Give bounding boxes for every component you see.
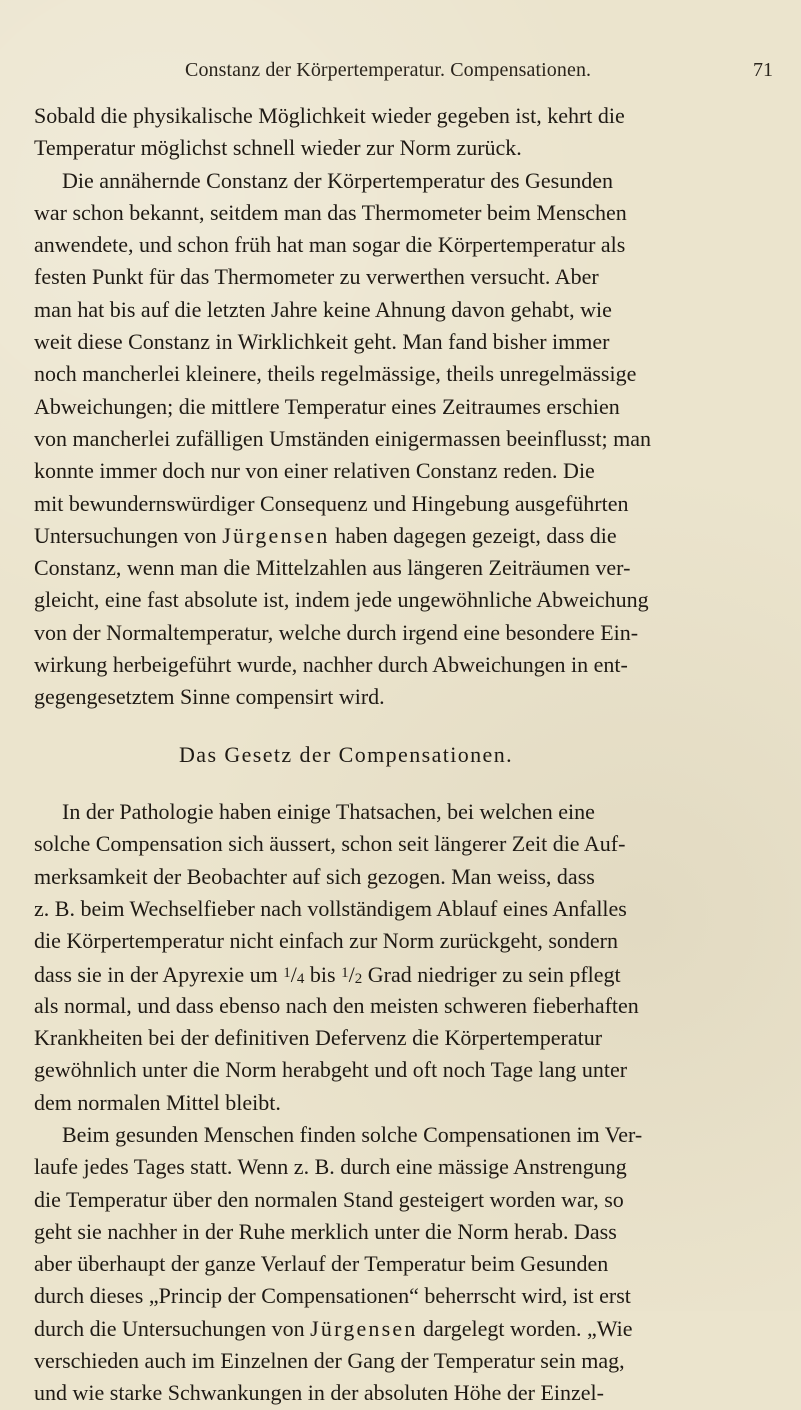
text-line: Temperatur möglichst schnell wieder zur Norm zurück. <box>34 135 522 161</box>
text-line: die Körpertemperatur nicht einfach zur Norm zurückgeht, sondern <box>34 928 618 954</box>
text-line: wirkung herbeigeführt wurde, nachher durch Abweichungen in ent- <box>34 652 628 678</box>
text-line-with-name <box>34 520 770 552</box>
text-line: verschieden auch im Einzelnen der Gang der Temperatur sein mag, <box>34 1347 625 1373</box>
author-name: Jürgensen <box>310 1315 418 1341</box>
text-line: gleicht, eine fast absolute ist, indem jede ungewöhnliche Abweichung <box>34 587 649 613</box>
text-line: Abweichungen; die mittlere Temperatur eines Zeitraumes erschien <box>34 393 620 419</box>
running-header <box>185 58 773 82</box>
text-line: und wie starke Schwankungen in der absoluten Höhe der Einzel- <box>34 1380 604 1406</box>
text-line: konnte immer doch nur von einer relativen Constanz reden. Die <box>34 458 595 484</box>
text-line: Constanz, wenn man die Mittelzahlen aus längeren Zeiträumen ver- <box>34 555 631 581</box>
text-line: festen Punkt für das Thermometer zu verwerthen versucht. Aber <box>34 264 599 290</box>
text-line: Sobald die physikalische Möglichkeit wieder gegeben ist, kehrt die <box>34 103 625 128</box>
text-line: von mancherlei zufälligen Umständen einigermassen beeinflusst; man <box>34 425 652 451</box>
text-segment: bis <box>304 962 342 988</box>
text-line: aber überhaupt der ganze Verlauf der Temperatur beim Gesunden <box>34 1251 609 1277</box>
text-segment: Untersuchungen von <box>34 522 223 548</box>
fraction-numerator: 1 <box>341 965 349 982</box>
text-line: geht sie nachher in der Ruhe merklich unter die Norm herab. Dass <box>34 1218 617 1244</box>
text-segment: haben dagegen gezeigt, dass die <box>329 522 617 548</box>
section-heading: Das Gesetz der Compensationen. <box>179 741 514 767</box>
fraction-numerator: 1 <box>283 965 291 982</box>
text-segment: durch die Untersuchungen von <box>34 1315 311 1341</box>
text-line: weit diese Constanz in Wirklichkeit geht. Man fand bisher immer <box>34 329 610 355</box>
text-line: war schon bekannt, seitdem man das Thermometer beim Menschen <box>34 199 627 225</box>
paragraph-start-line: Die annähernde Constanz der Körpertemperatur des Gesunden <box>62 167 614 193</box>
text-line: merksamkeit der Beobachter auf sich gezogen. Man weiss, dass <box>34 863 595 889</box>
text-line: Krankheiten bei der definitiven Defervenz die Körpertemperatur <box>34 1025 603 1051</box>
text-line: die Temperatur über den normalen Stand gesteigert worden war, so <box>34 1186 624 1212</box>
section-spacing <box>34 771 770 796</box>
text-line: dem normalen Mittel bleibt. <box>34 1089 281 1115</box>
text-line: solche Compensation sich äussert, schon seit längerer Zeit die Auf- <box>34 831 626 857</box>
text-line-with-fractions: dass sie in der Apyrexie um $^1$/4 bis $^1$/2 Grad niedriger zu sein pflegt <box>34 962 621 988</box>
text-line: man hat bis auf die letzten Jahre keine Ahnung davon gehabt, wie <box>34 296 612 322</box>
text-segment: dargelegt worden. „Wie <box>417 1315 633 1341</box>
running-title: Constanz der Körpertemperatur. Compensationen. <box>185 59 592 81</box>
text-line: laufe jedes Tages statt. Wenn z. B. durch eine mässige Anstrengung <box>34 1154 627 1180</box>
text-segment: Grad niedriger zu sein pflegt <box>362 962 621 988</box>
fraction-denominator: 2 <box>354 971 363 988</box>
text-line: anwendete, und schon früh hat man sogar die Körpertemperatur als <box>34 232 626 258</box>
paragraph-start-line: In der Pathologie haben einige Thatsachen, bei welchen eine <box>62 798 595 824</box>
text-line-with-name <box>34 1313 770 1345</box>
page-number: 71 <box>753 59 773 81</box>
text-line: mit bewundernswürdiger Consequenz und Hingebung ausgeführten <box>34 490 629 516</box>
author-name: Jürgensen <box>222 522 330 548</box>
text-line: z. B. beim Wechselfieber nach vollständigem Ablauf eines Anfalles <box>34 895 627 921</box>
paragraph-start-line: Beim gesunden Menschen finden solche Compensationen im Ver- <box>62 1121 643 1147</box>
fraction-denominator: 4 <box>296 971 305 988</box>
main-text <box>34 100 770 1410</box>
section-spacing <box>34 714 770 739</box>
text-segment: dass sie in der Apyrexie um <box>34 962 284 988</box>
text-line: durch dieses „Princip der Compensationen“ beherrscht wird, ist erst <box>34 1283 631 1309</box>
text-line: noch mancherlei kleinere, theils regelmässige, theils unregelmässige <box>34 361 637 387</box>
text-line: als normal, und dass ebenso nach den meisten schweren fieberhaften <box>34 992 639 1018</box>
text-line: von der Normaltemperatur, welche durch irgend eine besondere Ein- <box>34 619 639 645</box>
text-line: gegengesetztem Sinne compensirt wird. <box>34 684 385 710</box>
text-line: gewöhnlich unter die Norm herabgeht und oft noch Tage lang unter <box>34 1057 628 1083</box>
